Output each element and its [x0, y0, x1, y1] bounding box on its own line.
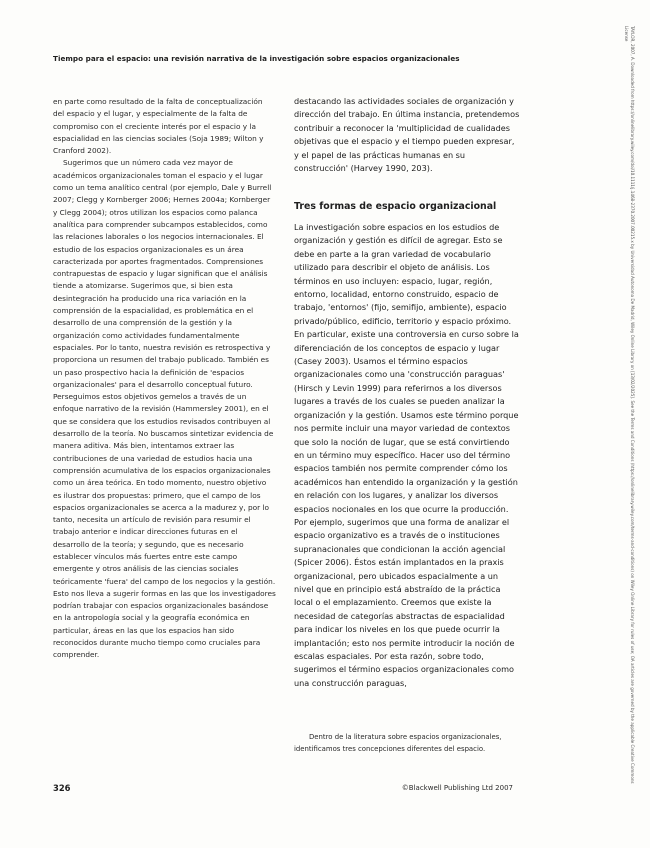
copyright-notice: ©Blackwell Publishing Ltd 2007 — [401, 784, 513, 792]
download-notice: TAYLOR, 2007, A. Downloaded from https://onlinelibrary.wiley.com/doi/10.1111/j.1468-2370.2007.00215.x by Universidad Autonoma De Madrid, Wiley Online Library on [13/02/2025]. See the Terms and Conditions (https://onlinelibrary.wiley.com/terms-and-conditions) on Wiley Online Library for rules of use; OA articles are governed by the applicable Creative Commons License — [624, 26, 635, 784]
left-column — [53, 96, 276, 662]
section-heading: Tres formas de espacio organizacional — [294, 201, 497, 212]
left-paragraph-2: Sugerimos que un número cada vez mayor de académicos organizacionales toman el espacio y el lugar como un tema analítico central (por ejemplo, Dale y Burrell 2007; Clegg y Kornberger 2006; Hernes 2004a; Kornberger y Clegg 2004); otros utilizan los espacios como palanca analítica para comprender subcampos establecidos, como las relaciones laborales o los negocios internacionales. El estudio de los espacios organizacionales es un área caracterizada por aportes fragmentados. Comprensiones contrapuestas de espacio y lugar significan que el análisis tiende a atomizarse. Sugerimos que, si bien esta desintegración ha producido una rica variación en la comprensión de la espacialidad, es problemática en el desarrollo de una comprensión de la gestión y la organización como actividades fundamentalmente espaciales. Por lo tanto, nuestra revisión es retrospectiva y proporciona un resumen del trabajo publicado. También es un paso prospectivo hacia la definición de 'espacios organizacionales' para el desarrollo conceptual futuro. Perseguimos estos objetivos gemelos a través de un enfoque narrativo de la revisión (Hammersley 2001), en el que se considera que los estudios revisados contribuyen al desarrollo de la teoría. No buscamos sintetizar evidencia de manera aditiva. Más bien, intentamos extraer las contribuciones de una variedad de estudios hacia una comprensión acumulativa de los espacios organizacionales como un área teórica. En todo momento, nuestro objetivo es ilustrar dos propuestas: primero, que el campo de los espacios organizacionales se acerca a la madurez y, por lo tanto, necesita un artículo de revisión para resumir el trabajo anterior e indicar direcciones futuras en el desarrollo de la teoría; y segundo, que es necesario establecer vínculos más fuertes entre este campo emergente y otros análisis de las ciencias sociales teóricamente 'fuera' del campo de los negocios y la gestión. Esto nos lleva a sugerir formas en las que los investigadores podrían trabajar con espacios organizacionales basándose en la antropología social y la geografía económica en particular, áreas en las que los espacios han sido reconocidos durante mucho tiempo como cruciales para comprender. — [53, 158, 276, 660]
right-body-paragraph: La investigación sobre espacios en los estudios de organización y gestión es difícil de agregar. Esto se debe en parte a la gran variedad de vocabulario utilizado para describir el objeto de análisis. Los términos en uso incluyen: espacio, lugar, región, entorno, localidad, entorno construido, espacio de trabajo, 'entornos' (fijo, semifijo, ambiente), espacio privado/público, edificio, territorio y espacio próximo. En particular, existe una controversia en curso sobre la diferenciación de los conceptos de espacio y lugar (Casey 2003). Usamos el término espacios organizacionales como una 'construcción paraguas' (Hirsch y Levin 1999) para referirnos a los diversos lugares a través de los cuales se pueden analizar la organización y la gestión. Usamos este término porque nos permite incluir una mayor variedad de contextos que solo la noción de lugar, que se está convirtiendo en un término muy específico. Hacer uso del término espacios también nos permite comprender cómo los académicos han entendido la organización y la gestión en relación con los lugares, y analizar los diversos espacios nocionales en los que ocurre la producción. Por ejemplo, sugerimos que una forma de analizar el espacio organizativo es a través de o instituciones supranacionales que condicionan la acción agencial (Spicer 2006). Éstos están implantados en la praxis organizacional, pero ubicados espacialmente a un nivel que en principio está abstraído de la práctica local o el emplazamiento. Creemos que existe la necesidad de categorías abstractas de espacialidad para indicar los niveles en los que puede ocurrir la implantación; esto nos permite introducir la noción de escalas espaciales. Por esta razón, sobre todo, sugerimos el término espacios organizacionales como una construcción paraguas, — [294, 222, 519, 688]
closing-note: Dentro de la literatura sobre espacios organizacionales, identificamos tres concepciones diferentes del espacio. — [294, 733, 502, 753]
left-paragraph-1: en parte como resultado de la falta de conceptualización del espacio y el lugar, y especialmente de la falta de compromiso con el creciente interés por el espacio y la espacialidad en las ciencias sociales (Soja 1989; Wilton y Cranford 2002). — [53, 97, 264, 156]
page-number: 326 — [53, 783, 71, 793]
right-intro-paragraph: destacando las actividades sociales de organización y dirección del trabajo. En última instancia, pretendemos contribuir a reconocer la 'multiplicidad de cualidades objetivas que el espacio y el tiempo pueden expresar, y el papel de las prácticas humanas en su construcción' (Harvey 1990, 203). — [294, 96, 520, 174]
running-header: Tiempo para el espacio: una revisión narrativa de la investigación sobre espacios organizacionales — [53, 54, 460, 63]
